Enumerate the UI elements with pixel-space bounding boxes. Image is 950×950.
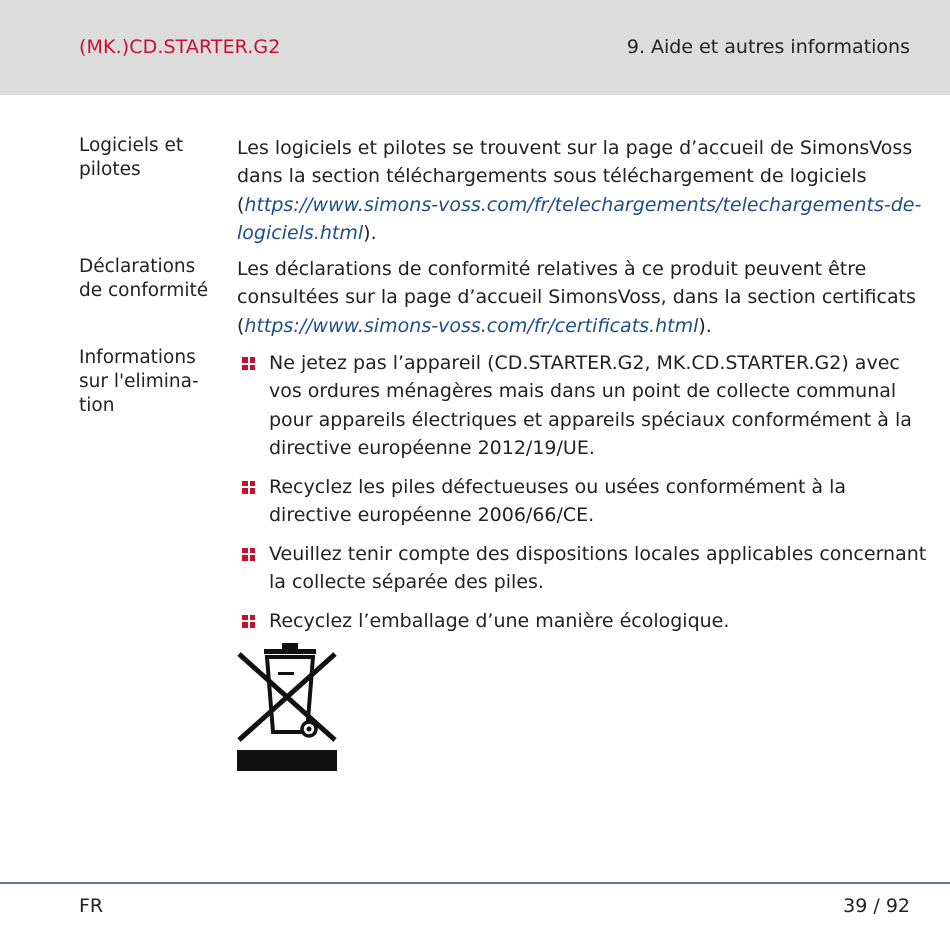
page-number: 39 / 92 — [843, 895, 910, 917]
bullet-text: Recyclez les piles défectueuses ou usées conformément à la directive européenne 2006/66/CE. — [269, 475, 847, 526]
bullet-squares-icon — [242, 481, 255, 494]
bullet-squares-icon — [242, 615, 255, 628]
list-item — [237, 607, 927, 635]
software-label — [79, 134, 219, 182]
chapter-title: 9. Aide et autres informations — [626, 36, 910, 58]
list-item — [237, 540, 927, 597]
footer-language: FR — [79, 895, 104, 917]
conformity-text — [237, 255, 927, 340]
disposal-label — [79, 346, 204, 418]
conformity-text-before: Les déclarations de conformité relatives à ce produit peuvent être consultées sur la page d’accueil SimonsVoss, dans la section certificats ( — [237, 258, 916, 337]
bullet-text: Veuillez tenir compte des dispositions locales applicables concernant la collecte séparée des piles. — [269, 542, 927, 594]
conformity-text-after: ). — [698, 314, 712, 337]
bullet-text: Ne jetez pas l’appareil (CD.STARTER.G2, MK.CD.STARTER.G2) avec vos ordures ménagères mais dans un point de collecte communal pour appareils électriques et appareils spéciaux conformément à la directive européenne 2012/19/UE. — [269, 352, 912, 459]
page-header — [0, 0, 950, 95]
software-label-text: Logiciels et pilotes — [79, 135, 184, 180]
bullet-squares-icon — [242, 357, 255, 370]
certificates-link[interactable]: https://www.simons-voss.com/fr/certificats.html — [244, 314, 699, 337]
software-download-link[interactable]: https://www.simons-voss.com/fr/telechargements/telechargements-de-logiciels.html — [237, 193, 922, 244]
product-title: (MK.)CD.STARTER.G2 — [79, 36, 281, 58]
software-text-after: ). — [363, 221, 377, 244]
bullet-squares-icon — [242, 548, 255, 561]
software-text — [237, 134, 927, 247]
disposal-label-text: Informations sur l'elimina-tion — [79, 347, 199, 416]
crossed-out-wheelie-bin-icon — [237, 642, 337, 772]
conformity-label-text: Déclarations de conformité — [79, 256, 209, 301]
software-text-before: Les logiciels et pilotes se trouvent sur la page d’accueil de SimonsVoss dans la section téléchargements sous téléchargement de logiciels ( — [237, 137, 913, 216]
list-item — [237, 473, 927, 530]
disposal-bullet-list — [237, 349, 927, 646]
footer-divider — [0, 882, 950, 884]
list-item — [237, 349, 927, 462]
bullet-text: Recyclez l’emballage d’une manière écologique. — [269, 609, 730, 632]
conformity-label — [79, 255, 219, 303]
